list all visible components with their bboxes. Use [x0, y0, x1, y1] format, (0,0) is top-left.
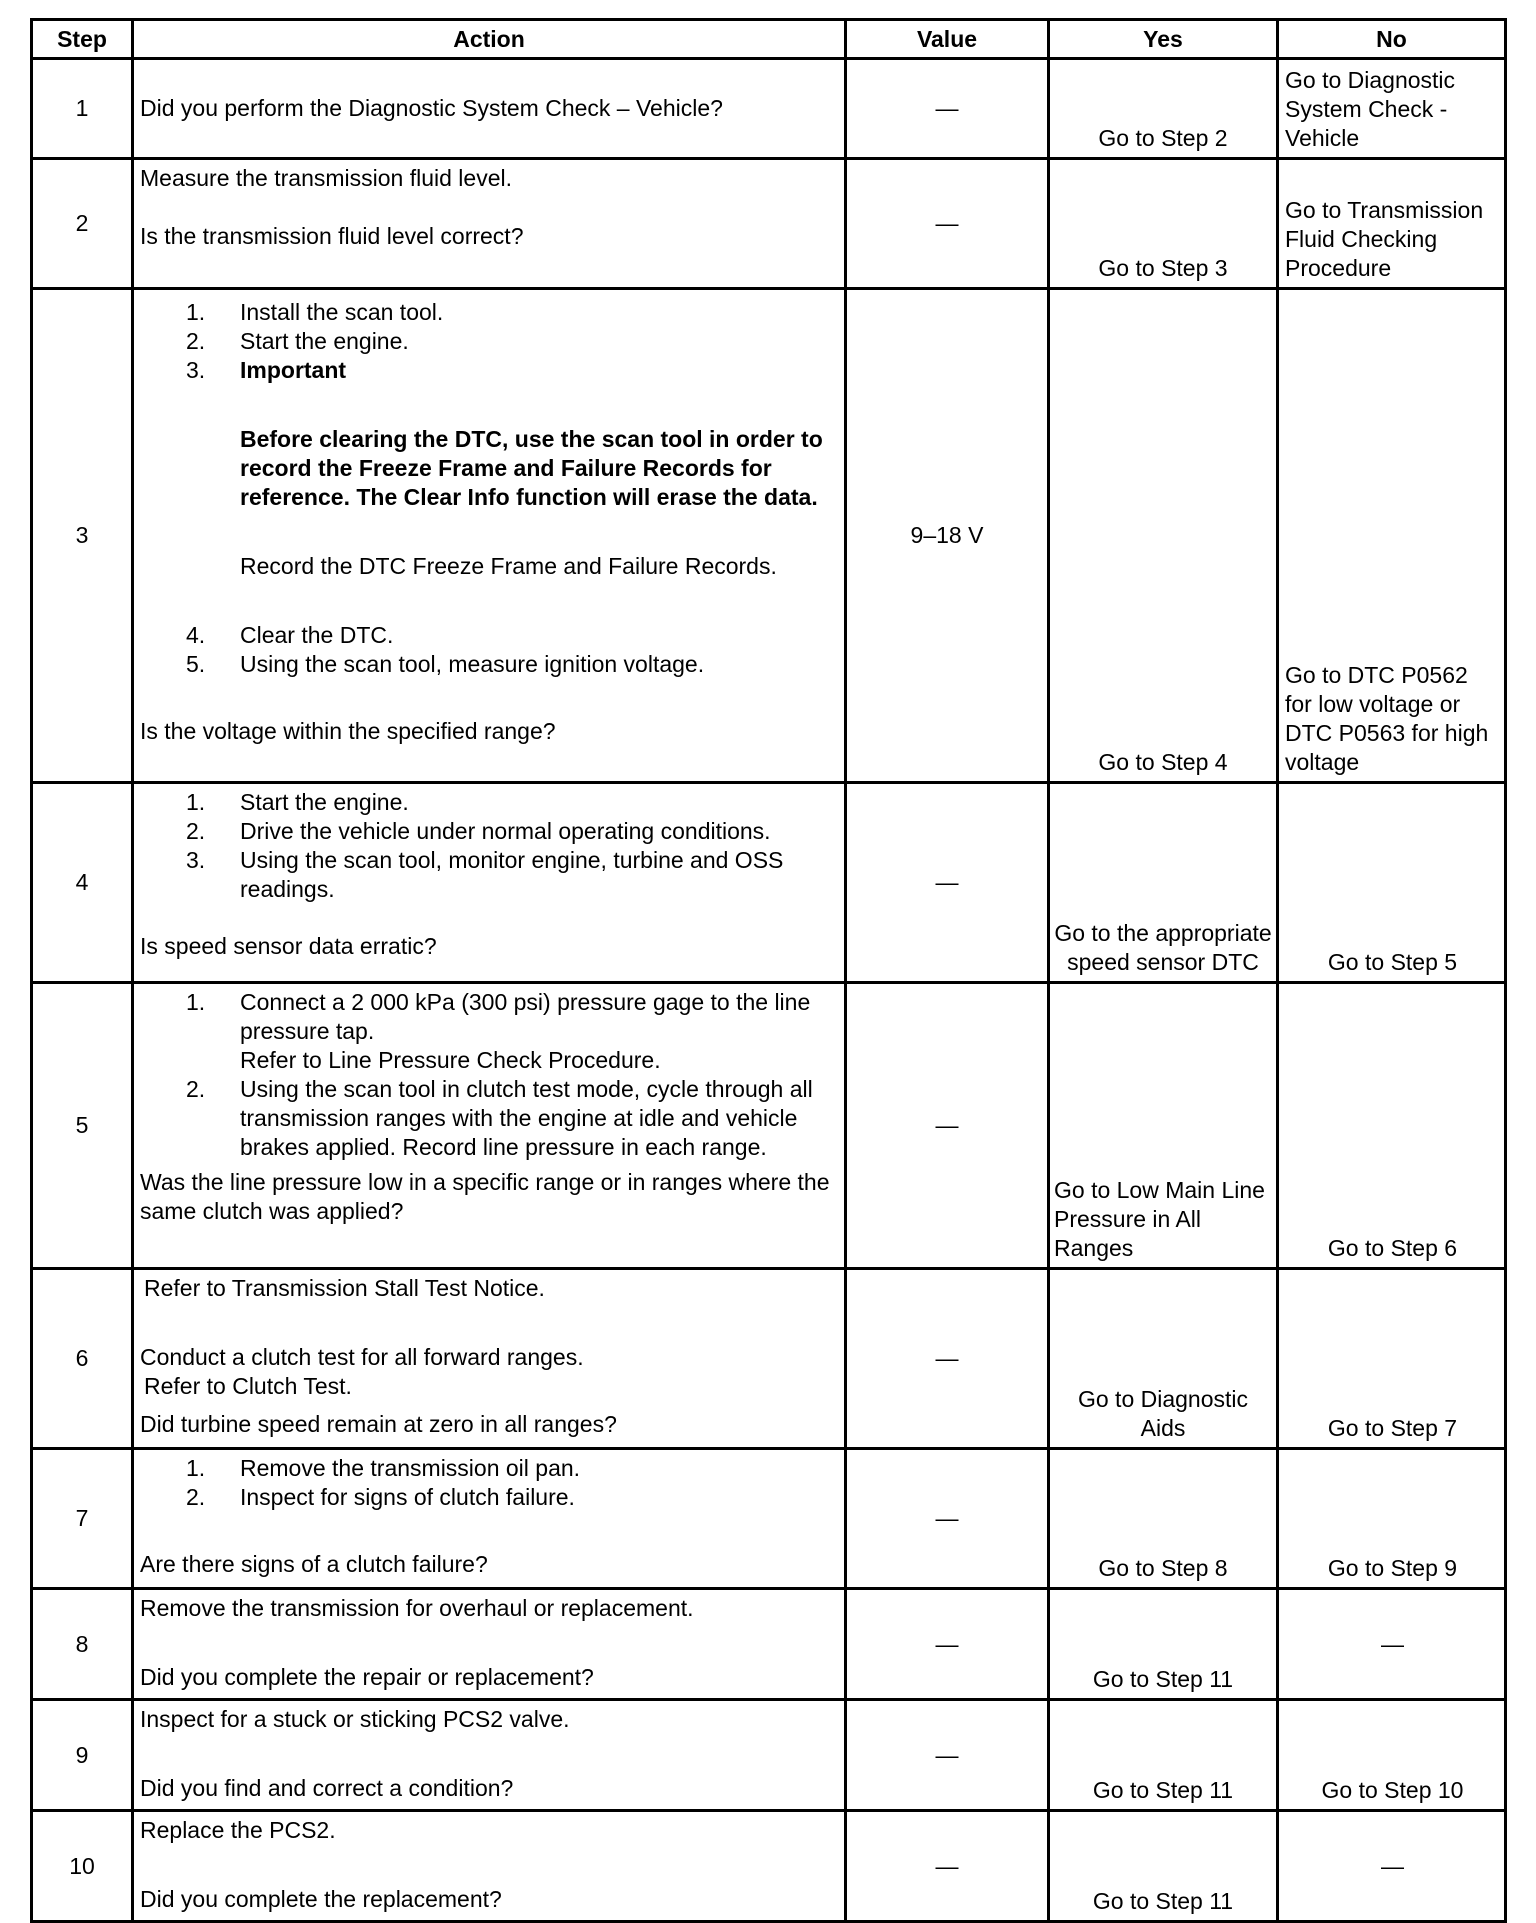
list-item: 2. Inspect for signs of clutch failure. — [186, 1484, 575, 1510]
header-row — [32, 20, 1506, 59]
action-instruction: Inspect for a stuck or sticking PCS2 valve. — [140, 1706, 570, 1732]
list-item: 2. Drive the vehicle under normal operating conditions. — [186, 818, 771, 844]
table-row — [32, 59, 1506, 159]
value-cell: — — [846, 159, 1049, 289]
yes-cell: Go to Step 2 — [1049, 59, 1278, 159]
value-cell: — — [846, 1449, 1049, 1589]
yes-cell: Go to Step 11 — [1049, 1811, 1278, 1922]
yes-cell: Go to Diagnostic Aids — [1049, 1269, 1278, 1449]
step-number: 10 — [32, 1811, 133, 1922]
action-cell — [133, 1811, 846, 1922]
table-row — [32, 159, 1506, 289]
action-instruction: Remove the transmission for overhaul or replacement. — [140, 1595, 694, 1621]
list-item: 1. Remove the transmission oil pan. — [186, 1455, 581, 1481]
action-cell — [133, 59, 846, 159]
no-cell: Go to Step 7 — [1278, 1269, 1506, 1449]
no-cell: Go to Diagnostic System Check - Vehicle — [1278, 59, 1506, 159]
value-cell: — — [846, 783, 1049, 983]
action-cell — [133, 1589, 846, 1700]
action-cell — [133, 1700, 846, 1811]
table-row — [32, 1811, 1506, 1922]
yes-cell: Go to Low Main Line Pressure in All Ranges — [1049, 983, 1278, 1269]
header-step: Step — [32, 20, 133, 59]
action-question: Are there signs of a clutch failure? — [140, 1551, 488, 1577]
table-row — [32, 1589, 1506, 1700]
record-instruction: Record the DTC Freeze Frame and Failure Records. — [240, 553, 777, 579]
no-cell: — — [1278, 1589, 1506, 1700]
action-question: Is speed sensor data erratic? — [140, 933, 437, 959]
no-cell: Go to Step 10 — [1278, 1700, 1506, 1811]
yes-cell: Go to Step 11 — [1049, 1700, 1278, 1811]
action-cell — [133, 983, 846, 1269]
step-number: 8 — [32, 1589, 133, 1700]
action-question: Did you find and correct a condition? — [140, 1775, 514, 1801]
value-cell: — — [846, 983, 1049, 1269]
yes-cell: Go to Step 3 — [1049, 159, 1278, 289]
action-question: Did turbine speed remain at zero in all ranges? — [140, 1411, 617, 1437]
action-question: Did you complete the repair or replacement? — [140, 1664, 594, 1690]
action-cell — [133, 783, 846, 983]
value-cell: — — [846, 1269, 1049, 1449]
action-cell — [133, 1449, 846, 1589]
no-cell: Go to DTC P0562 for low voltage or DTC P0563 for high voltage — [1278, 289, 1506, 783]
refer-note: Refer to Line Pressure Check Procedure. — [240, 1047, 661, 1073]
refer-note: Refer to Transmission Stall Test Notice. — [144, 1275, 545, 1301]
step-number: 3 — [32, 289, 133, 783]
step-number: 1 — [32, 59, 133, 159]
action-question: Is the transmission fluid level correct? — [140, 223, 524, 249]
action-instruction: Conduct a clutch test for all forward ranges. — [140, 1344, 584, 1370]
yes-cell: Go to Step 4 — [1049, 289, 1278, 783]
yes-cell: Go to the appropriate speed sensor DTC — [1049, 783, 1278, 983]
step-number: 9 — [32, 1700, 133, 1811]
no-cell: — — [1278, 1811, 1506, 1922]
no-cell: Go to Step 5 — [1278, 783, 1506, 983]
step-number: 5 — [32, 983, 133, 1269]
table-row — [32, 983, 1506, 1269]
important-note: Before clearing the DTC, use the scan tool in order to record the Freeze Frame and Failure Records for reference. The Clear Info function will erase the data. — [240, 426, 823, 510]
diagnostic-table-container — [30, 18, 1504, 1923]
list-item: 5. Using the scan tool, measure ignition voltage. — [186, 651, 705, 677]
action-cell — [133, 1269, 846, 1449]
diagnostic-table — [30, 18, 1507, 1923]
action-cell — [133, 289, 846, 783]
action-question: Did you complete the replacement? — [140, 1886, 502, 1912]
step-number: 4 — [32, 783, 133, 983]
list-item: 3. Using the scan tool, monitor engine, turbine and OSS readings. — [186, 847, 784, 902]
table-row — [32, 783, 1506, 983]
no-cell: Go to Step 6 — [1278, 983, 1506, 1269]
table-row — [32, 1700, 1506, 1811]
list-item: 2. Start the engine. — [186, 328, 409, 354]
value-cell: — — [846, 1589, 1049, 1700]
list-item: 2. Using the scan tool in clutch test mode, cycle through all transmission ranges with the engine at idle and vehicle brakes applied. Record line pressure in each range. — [186, 1076, 813, 1160]
no-cell: Go to Transmission Fluid Checking Procedure — [1278, 159, 1506, 289]
list-item: 4. Clear the DTC. — [186, 622, 394, 648]
table-row — [32, 289, 1506, 783]
value-cell: — — [846, 1700, 1049, 1811]
no-cell: Go to Step 9 — [1278, 1449, 1506, 1589]
header-action: Action — [133, 20, 846, 59]
step-number: 7 — [32, 1449, 133, 1589]
step-number: 2 — [32, 159, 133, 289]
header-no: No — [1278, 20, 1506, 59]
step-number: 6 — [32, 1269, 133, 1449]
action-cell — [133, 159, 846, 289]
action-instruction: Replace the PCS2. — [140, 1817, 336, 1843]
yes-cell: Go to Step 8 — [1049, 1449, 1278, 1589]
list-item: 1. Start the engine. — [186, 789, 409, 815]
yes-cell: Go to Step 11 — [1049, 1589, 1278, 1700]
value-cell: — — [846, 1811, 1049, 1922]
value-cell: — — [846, 59, 1049, 159]
table-row — [32, 1449, 1506, 1589]
header-value: Value — [846, 20, 1049, 59]
list-item: 1. Connect a 2 000 kPa (300 psi) pressure gage to the line pressure tap. — [186, 989, 811, 1044]
action-question: Did you perform the Diagnostic System Check – Vehicle? — [140, 95, 723, 121]
list-item: 1. Install the scan tool. — [186, 299, 444, 325]
action-question: Was the line pressure low in a specific range or in ranges where the same clutch was applied? — [140, 1169, 830, 1224]
list-item: 3. Important — [186, 357, 347, 383]
action-instruction: Measure the transmission fluid level. — [140, 165, 512, 191]
action-question: Is the voltage within the specified range? — [140, 718, 556, 744]
value-cell: 9–18 V — [846, 289, 1049, 783]
table-row — [32, 1269, 1506, 1449]
refer-note: Refer to Clutch Test. — [144, 1373, 352, 1399]
header-yes: Yes — [1049, 20, 1278, 59]
